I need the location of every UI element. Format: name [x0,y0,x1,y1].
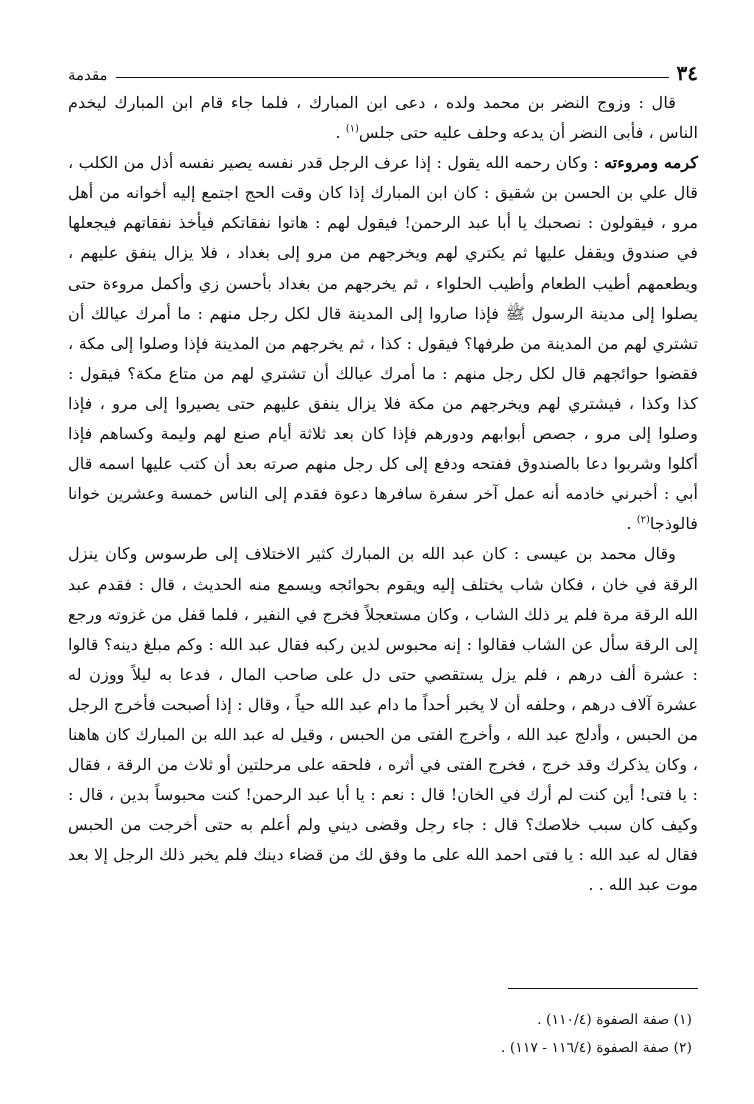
footnote-ref: (٢) [636,514,650,526]
page-number: ٣٤ [676,61,698,85]
paragraph-text: قال : وزوج النضر بن محمد ولده ، دعى ابن المبارك ، فلما جاء قام ابن المبارك ليخدم الناس ، فأبى النضر أن يدعه وحلف عليه حتى جلس [68,93,698,143]
paragraph-text: وقال محمد بن عيسى : كان عبد الله بن المبارك كثير الاختلاف إلى طرسوس وكان ينزل الرقة في خان ، فكان شاب يختلف إليه ويقوم بحوائجه ويسمع منه الحديث ، قال : فقدم عبد الله الرقة مرة فلم ير ذلك الشاب ، وكان مستعجلاً فخرج في النفير ، فلما قفل من غزوته ورجع إلى الرقة سأل عن الشاب فقالوا : إنه محبوس لدين ركبه فقال عبد الله : وكم مبلغ دينه؟ قالوا : عشرة ألف درهم ، فلم يزل يستقصي حتى دل على صاحب المال ، فدعا به ليلاً ووزن له عشرة آلاف درهم ، وحلفه أن لا يخبر أحداً ما دام عبد الله حياً ، وقال : إذا أصبحت فأخرج الرجل من الحبس ، وأدلج عبد الله ، وأخرج الفتى من الحبس ، وقيل له عبد الله بن المبارك كان هاهنا ، وكان يذكرك وقد خرج ، فخرج الفتى في أثره ، فلحقه على مرحلتين أو ثلاث من الرقة ، فقال : يا فتى! أين كنت لم أرك في الخان! قال : نعم : يا أبا عبد الرحمن! كنت محبوساً بدين ، قال : وكيف كان سبب خلاصك؟ قال : جاء رجل وقضى ديني ولم أعلم به حتى أخرجت من الحبس فقال له عبد الله : يا فتى احمد الله على ما وفق لك من قضاء دينك فلم يخبر ذلك الرجل إلا بعد موت عبد الله . [68,544,698,895]
paragraph [68,539,698,900]
paragraph [68,88,698,148]
footnote-divider [508,988,698,989]
paragraph-tail: . [626,514,637,534]
section-title: مقدمة [68,66,108,84]
main-text [68,88,698,901]
footnote: (١) صفة الصفوة (١١٠/٤) . [537,1012,692,1028]
paragraph-text: : وكان رحمه الله يقول : إذا عرف الرجل قدر نفسه يصير نفسه أذل من الكلب ، قال علي بن الحسن بن شقيق : كان ابن المبارك إذا كان وقت الحج اجتمع إليه أخوانه من أهل مرو ، فيقولون : نصحبك يا أبا عبد الرحمن! فيقول لهم : هاتوا نفقاتكم فيأخذ نفقاتهم فيجعلها في صندوق ويقفل عليها ثم يكتري لهم ويخرجهم من مرو إلى بغداد ، فلا يزال ينفق عليهم ، ويطعمهم أطيب الطعام وأطيب الحلواء ، ثم يخرجهم من بغداد بأحسن زي وأكمل مروءة حتى يصلوا إلى مدينة الرسول ﷺ فإذا صاروا إلى المدينة قال لكل رجل منهم : ما أمرك عيالك أن تشتري لهم من المدينة من طرفها؟ فيقول : كذا ، ثم يخرجهم من المدينة فإذا وصلوا إلى مكة ، فقضوا حوائجهم قال لكل رجل منهم : ما أمرك عيالك أن تشتري لهم من متاع مكة؟ فيقول : كذا وكذا ، فيشتري لهم ويخرجهم من مكة فلا يزال ينفق عليهم حتى يصيروا إلى مرو ، فإذا وصلوا إلى مرو ، جصص أبوابهم ودورهم فإذا كان بعد ثلاثة أيام صنع لهم وليمة وكساهم فإذا أكلوا وشربوا دعا بالصندوق ففتحه ودفع إلى كل رجل منهم صرته بعد أن كتب عليها اسمه قال أبي : أخبرني خادمه أنه عمل آخر سفرة سافرها دعوة فقدم إلى الناس خمسة وعشرين خوانا فالوذجا [68,153,698,534]
section-heading: كرمه ومروءته [604,153,698,173]
footnote: (٢) صفة الصفوة (١١٦/٤ - ١١٧) . [500,1040,692,1056]
page-header [68,54,698,84]
paragraph-tail: . [335,123,346,143]
paragraph [68,148,698,539]
paragraph-tail: . [588,875,599,895]
footnote-ref: (١) [345,123,359,135]
footnotes [292,1006,692,1062]
header-rule [116,77,669,78]
